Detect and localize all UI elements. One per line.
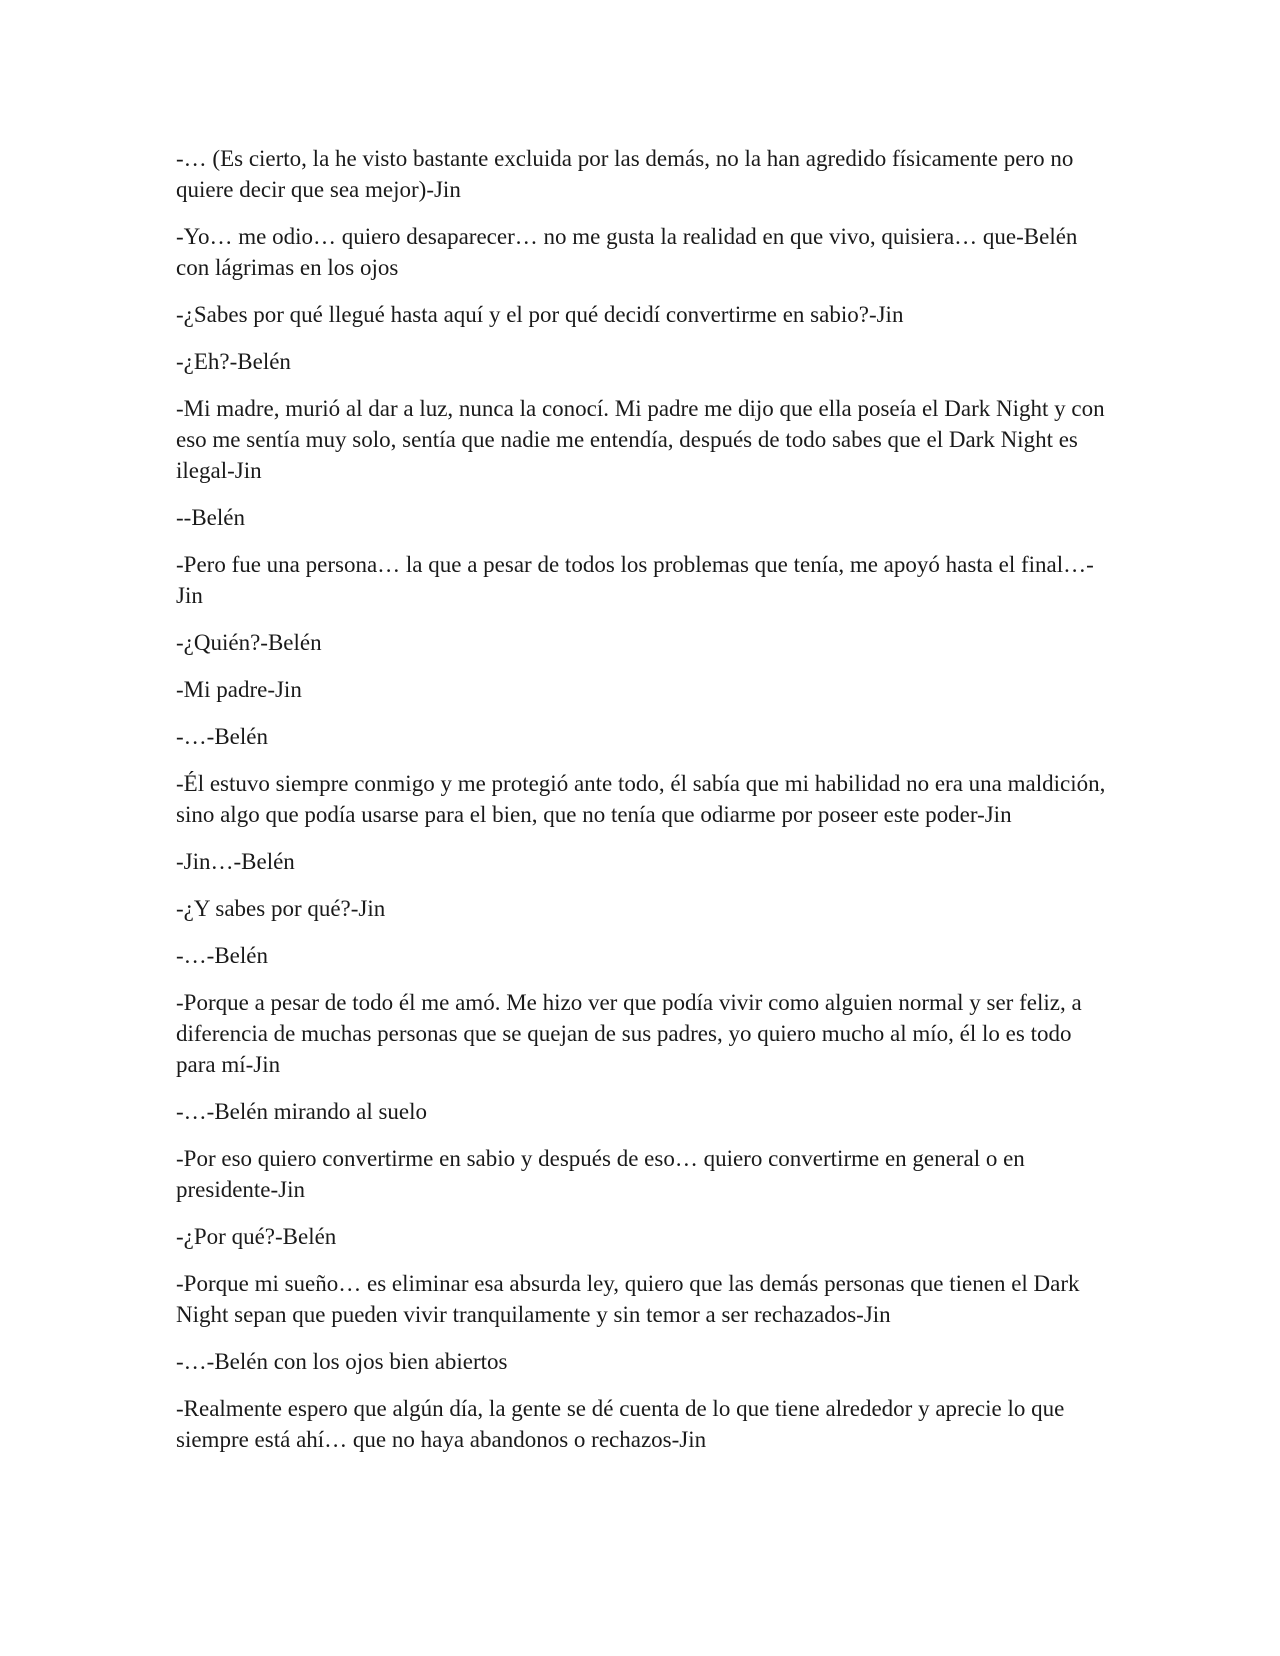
paragraph: -Yo… me odio… quiero desaparecer… no me gusta la realidad en que vivo, quisiera… que-Belén con lágrimas en los ojos	[176, 224, 1078, 280]
paragraph: -¿Eh?-Belén	[176, 349, 291, 374]
paragraph: --Belén	[176, 505, 245, 530]
paragraph: -…-Belén	[176, 943, 268, 968]
paragraph: -Por eso quiero convertirme en sabio y después de eso… quiero convertirme en general o en presidente-Jin	[176, 1146, 1025, 1202]
paragraph: -Él estuvo siempre conmigo y me protegió ante todo, él sabía que mi habilidad no era una maldición, sino algo que podía usarse para el bien, que no tenía que odiarme por poseer este poder-Jin	[176, 771, 1106, 827]
document-body	[176, 143, 1111, 1471]
paragraph: -…-Belén con los ojos bien abiertos	[176, 1349, 508, 1374]
paragraph: -Realmente espero que algún día, la gente se dé cuenta de lo que tiene alrededor y aprecie lo que siempre está ahí… que no haya abandonos o rechazos-Jin	[176, 1396, 1065, 1452]
paragraph: -¿Por qué?-Belén	[176, 1224, 337, 1249]
paragraph: -¿Quién?-Belén	[176, 630, 322, 655]
paragraph: -…-Belén	[176, 724, 268, 749]
paragraph: -¿Sabes por qué llegué hasta aquí y el por qué decidí convertirme en sabio?-Jin	[176, 302, 904, 327]
paragraph: -Porque a pesar de todo él me amó. Me hizo ver que podía vivir como alguien normal y ser feliz, a diferencia de muchas personas que se quejan de sus padres, yo quiero mucho al mío, él lo es todo para mí-Jin	[176, 990, 1082, 1077]
paragraph: -Mi madre, murió al dar a luz, nunca la conocí. Mi padre me dijo que ella poseía el Dark Night y con eso me sentía muy solo, sentía que nadie me entendía, después de todo sabes que el Dark Night es ilegal-Jin	[176, 396, 1105, 483]
paragraph: -Mi padre-Jin	[176, 677, 302, 702]
paragraph: -… (Es cierto, la he visto bastante excluida por las demás, no la han agredido físicamente pero no quiere decir que sea mejor)-Jin	[176, 146, 1074, 202]
paragraph: -¿Y sabes por qué?-Jin	[176, 896, 386, 921]
paragraph: -…-Belén mirando al suelo	[176, 1099, 428, 1124]
paragraph: -Porque mi sueño… es eliminar esa absurda ley, quiero que las demás personas que tienen el Dark Night sepan que pueden vivir tranquilamente y sin temor a ser rechazados-Jin	[176, 1271, 1080, 1327]
paragraph: -Pero fue una persona… la que a pesar de todos los problemas que tenía, me apoyó hasta el final…-Jin	[176, 552, 1094, 608]
paragraph: -Jin…-Belén	[176, 849, 295, 874]
